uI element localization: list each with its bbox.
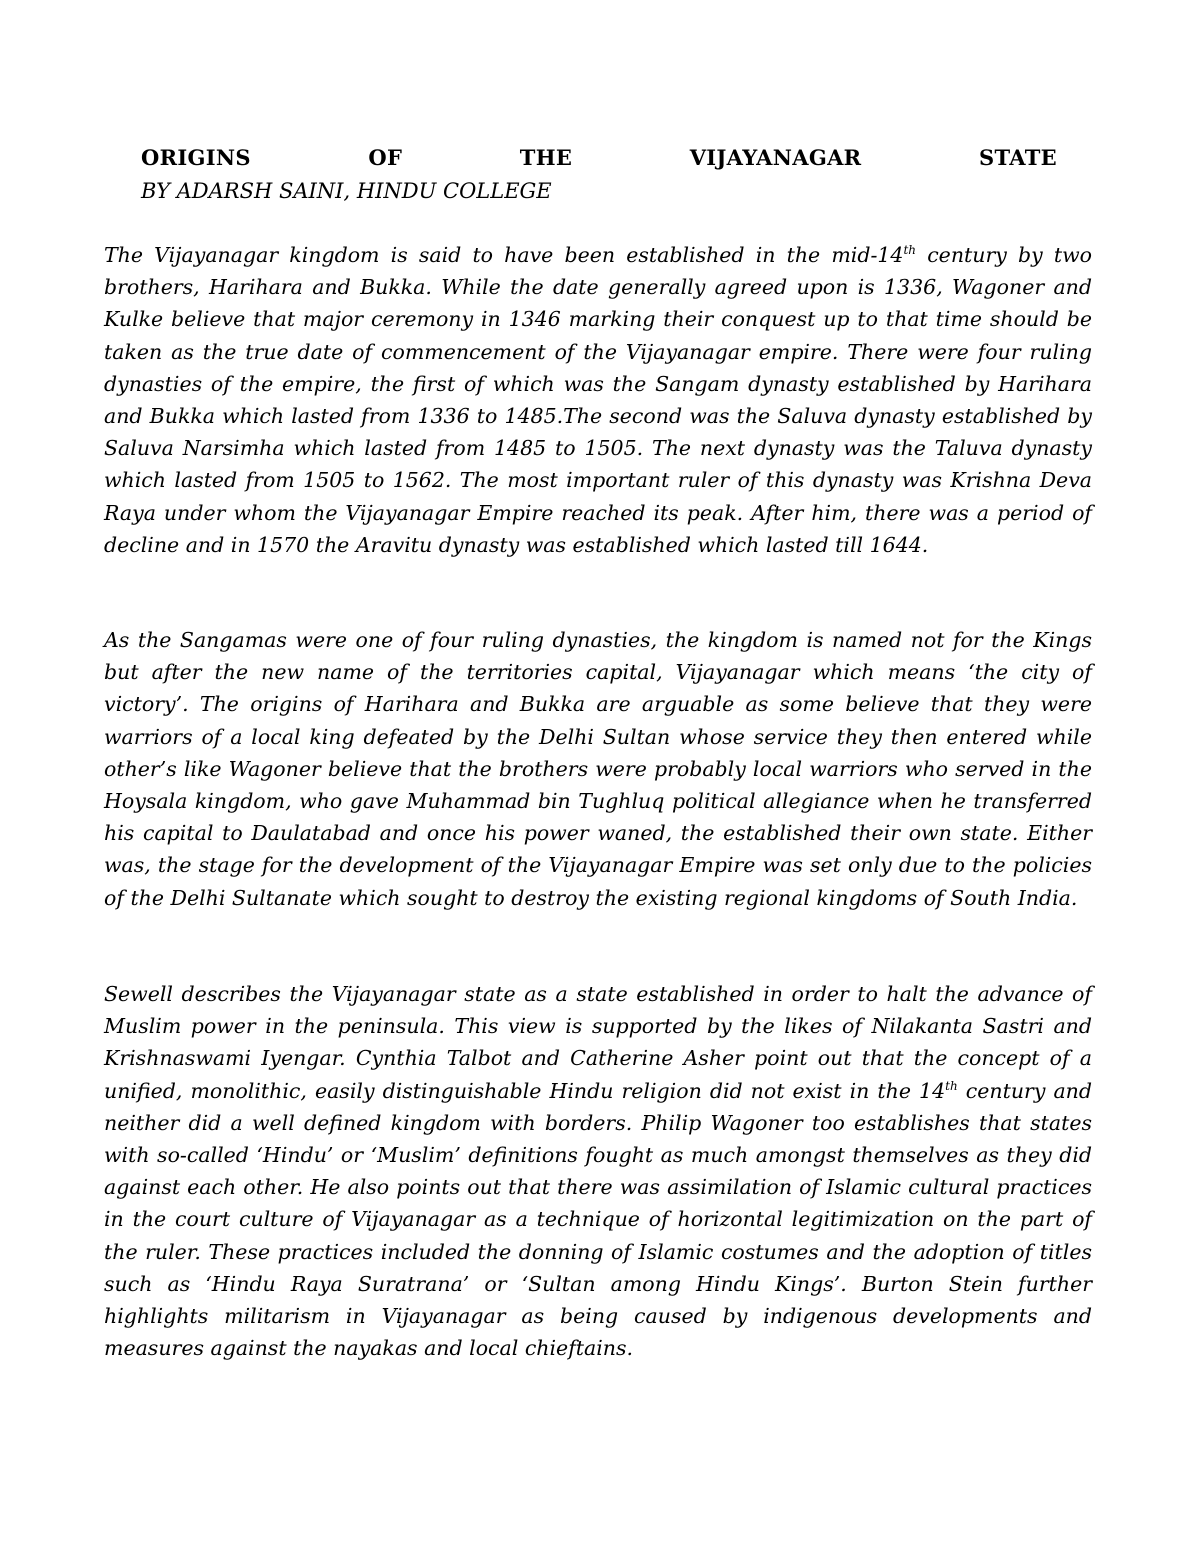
paragraph-text: century by two brothers, Harihara and Bukka. While the date generally agreed upon is 1336, Wagoner and Kulke believe that major ceremony in 1346 marking their conquest up to that time should be taken as the true date of commencement of the Vijayanagar empire. There were four ruling dynasties of the empire, the first of which was the Sangam dynasty established by Harihara and Bukka which lasted from 1336 to 1485.The second was the Saluva dynasty established by Saluva Narsimha which lasted from 1485 to 1505. The next dynasty was the Taluva dynasty which lasted from 1505 to 1562. The most important ruler of this dynasty was Krishna Deva Raya under whom the Vijayanagar Empire reached its peak. After him, there was a period of decline and in 1570 the Aravitu dynasty was established which lasted till 1644. [104,243,1092,557]
paragraph-origins-dynasties [104,239,1092,561]
paragraph-text: The Vijayanagar kingdom is said to have been established in the mid-14 [104,243,904,267]
paragraph-text: century and neither did a well defined kingdom with borders. Philip Wagoner too establishes that states with so-called ‘Hindu’ or ‘Muslim’ definitions fought as much amongst themselves as they did against each other. He also points out that there was assimilation of Islamic cultural practices in the court culture of Vijayanagar as a technique of horizontal legitimization on the part of the ruler. These practices included the donning of Islamic costumes and the adoption of titles such as ‘Hindu Raya Suratrana’ or ‘Sultan among Hindu Kings’. Burton Stein further highlights militarism in Vijayanagar as being caused by indigenous developments and measures against the nayakas and local chieftains. [104,1078,1093,1361]
author-byline: BY ADARSH SAINI, HINDU COLLEGE [141,179,552,203]
title-word: THE [519,145,573,170]
title-word: OF [368,145,403,170]
title-word: STATE [979,145,1057,170]
paragraph-kingdom-name: As the Sangamas were one of four ruling dynasties, the kingdom is named not for the Kings but after the new name of the territories capital, Vijayanagar which means ‘the city of victory’. The origins of Harihara and Bukka are arguable as some believe that they were warriors of a local king defeated by the Delhi Sultan whose service they then entered while other’s like Wagoner believe that the brothers were probably local warriors who served in the Hoysala kingdom, who gave Muhammad bin Tughluq political allegiance when he transferred his capital to Daulatabad and once his power waned, the established their own state. Either was, the stage for the development of the Vijayanagar Empire was set only due to the policies of the Delhi Sultanate which sought to destroy the existing regional kingdoms of South India. [104,628,1092,910]
paragraph-text: Sewell describes the Vijayanagar state as a state established in order to halt the advance of Muslim power in the peninsula. This view is supported by the likes of Nilakanta Sastri and Krishnaswami Iyengar. Cynthia Talbot and Catherine Asher point out that the concept of a unified, monolithic, easily distinguishable Hindu religion did not exist in the 14 [104,982,1092,1103]
ordinal-superscript: th [945,1078,958,1093]
document-title [141,143,1057,173]
ordinal-superscript: th [903,243,917,258]
title-word: ORIGINS [141,145,251,170]
title-word: VIJAYANAGAR [689,145,862,170]
paragraph-historiography [104,978,1092,1364]
